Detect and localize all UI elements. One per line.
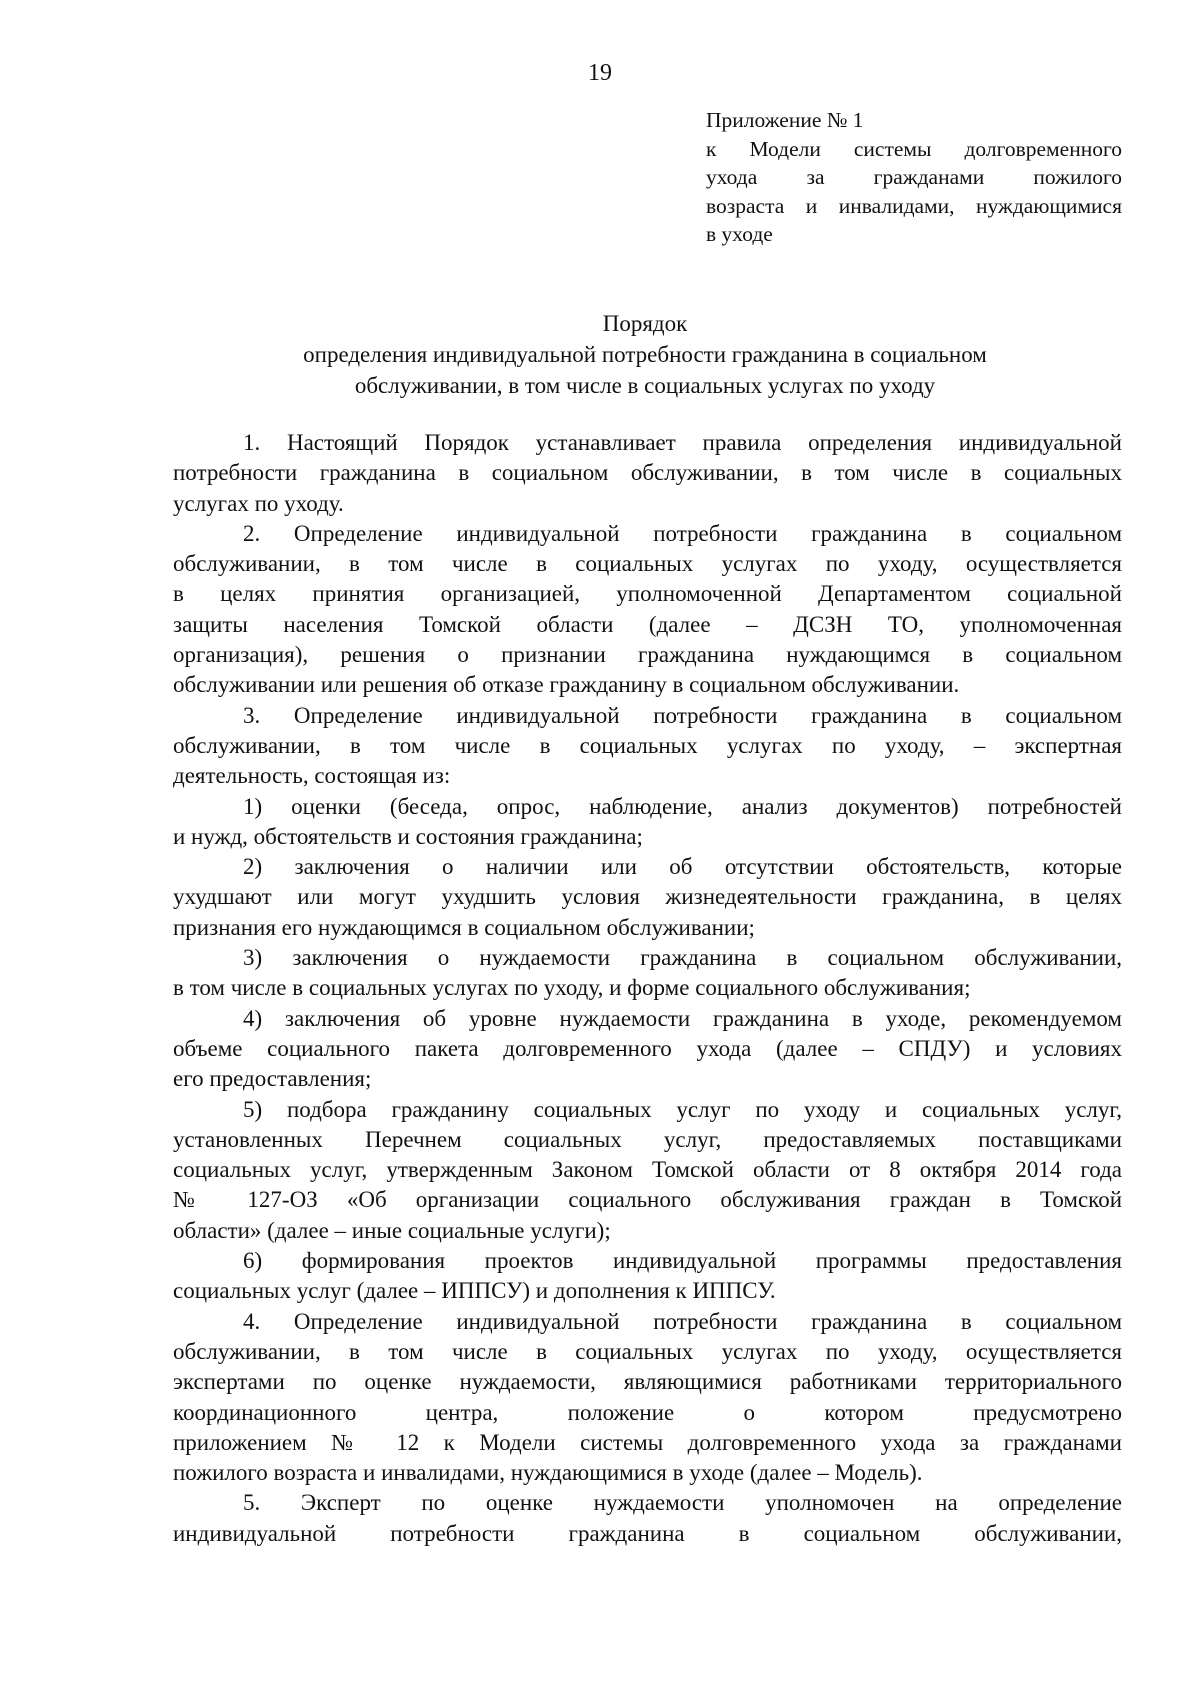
text-line: его предоставления; xyxy=(173,1066,372,1092)
text-line: признания его нуждающимся в социальном обслуживании; xyxy=(173,914,755,940)
text-line: 1) оценки (беседа, опрос, наблюдение, анализ документов) потребностей xyxy=(243,793,1122,819)
text-line: организация), решения о признании гражданина нуждающимся в социальном xyxy=(173,642,1122,668)
text-line: 5. Эксперт по оценке нуждаемости уполномочен на определение xyxy=(243,1490,1122,1516)
text-line: экспертами по оценке нуждаемости, являющимися работниками территориального xyxy=(173,1369,1122,1395)
text-line: 6) формирования проектов индивидуальной программы предоставления xyxy=(243,1248,1122,1274)
text-line: области» (далее – иные социальные услуги); xyxy=(173,1217,611,1243)
document-body xyxy=(173,428,1122,1549)
title-line: обслуживании, в том числе в социальных услугах по уходу xyxy=(354,373,936,398)
text-line: индивидуальной потребности гражданина в социальном обслуживании, xyxy=(173,1520,1122,1546)
text-line: ухудшают или могут ухудшить условия жизнедеятельности гражданина, в целях xyxy=(173,884,1122,910)
text-line: обслуживании, в том числе в социальных услугах по уходу, осуществляется xyxy=(173,1338,1122,1364)
text-line: № 127-ОЗ «Об организации социального обслуживания граждан в Томской xyxy=(173,1187,1122,1213)
appendix-line: Приложение № 1 xyxy=(706,108,864,132)
text-line: обслуживании, в том числе в социальных услугах по уходу, – экспертная xyxy=(173,732,1122,758)
text-line: 4. Определение индивидуальной потребности гражданина в социальном xyxy=(243,1308,1122,1334)
text-line: деятельность, состоящая из: xyxy=(173,763,451,789)
text-line: услугах по уходу. xyxy=(173,490,344,516)
title-line: Порядок xyxy=(602,311,688,336)
text-line: обслуживании, в том числе в социальных услугах по уходу, осуществляется xyxy=(173,551,1122,577)
text-line: 3) заключения о нуждаемости гражданина в социальном обслуживании, xyxy=(243,945,1122,971)
text-line: социальных услуг (далее – ИППСУ) и дополнения к ИППСУ. xyxy=(173,1278,776,1304)
text-line: в том числе в социальных услугах по уходу, и форме социального обслуживания; xyxy=(173,975,971,1001)
text-line: приложением № 12 к Модели системы долговременного ухода за гражданами xyxy=(173,1429,1122,1455)
appendix-line: возраста и инвалидами, нуждающимися xyxy=(706,193,1122,218)
text-line: 1. Настоящий Порядок устанавливает правила определения индивидуальной xyxy=(243,430,1122,455)
text-line: в целях принятия организацией, уполномоченной Департаментом социальной xyxy=(173,581,1122,607)
appendix-line: ухода за гражданами пожилого xyxy=(706,165,1122,189)
title-line: определения индивидуальной потребности гражданина в социальном xyxy=(303,342,987,367)
document-title xyxy=(170,308,1120,401)
text-line: обслуживании или решения об отказе гражданину в социальном обслуживании. xyxy=(173,672,960,698)
text-line: социальных услуг, утвержденным Законом Томской области от 8 октября 2014 года xyxy=(173,1157,1122,1183)
text-line: объеме социального пакета долговременного ухода (далее – СПДУ) и условиях xyxy=(173,1035,1122,1061)
text-line: защиты населения Томской области (далее – ДСЗН ТО, уполномоченная xyxy=(173,611,1122,637)
text-line: пожилого возраста и инвалидами, нуждающимися в уходе (далее – Модель). xyxy=(173,1460,923,1486)
text-line: 2) заключения о наличии или об отсутствии обстоятельств, которые xyxy=(243,854,1122,880)
text-line: 3. Определение индивидуальной потребности гражданина в социальном xyxy=(243,702,1122,728)
text-line: потребности гражданина в социальном обслуживании, в том числе в социальных xyxy=(173,460,1122,486)
text-line: установленных Перечнем социальных услуг, предоставляемых поставщиками xyxy=(173,1126,1122,1152)
page-number: 19 xyxy=(588,60,612,86)
text-line: 5) подбора гражданину социальных услуг по уходу и социальных услуг, xyxy=(243,1096,1122,1122)
appendix-line: к Модели системы долговременного xyxy=(706,136,1122,161)
text-line: и нужд, обстоятельств и состояния гражданина; xyxy=(173,823,643,849)
text-line: 2. Определение индивидуальной потребности гражданина в социальном xyxy=(243,520,1122,546)
appendix-line: в уходе xyxy=(706,222,773,246)
appendix-header xyxy=(706,106,1122,249)
text-line: координационного центра, положение о котором предусмотрено xyxy=(173,1399,1122,1425)
text-line: 4) заключения об уровне нуждаемости гражданина в уходе, рекомендуемом xyxy=(243,1005,1122,1031)
